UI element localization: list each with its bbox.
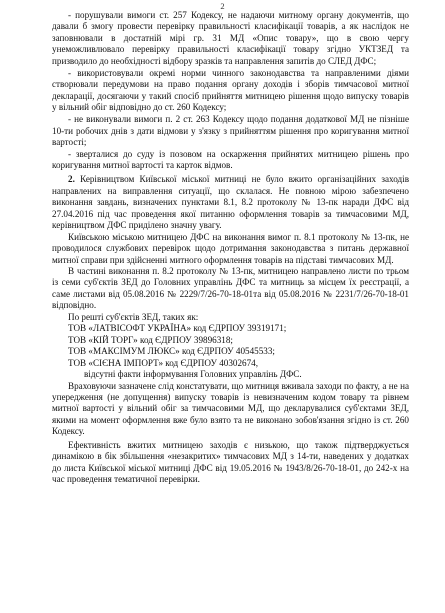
intro-list	[52, 10, 409, 172]
intro-list-item: - порушували вимоги ст. 257 Кодексу, не надаючи митному органу документів, що давали б змогу провести перевірку правильності класифікації товарів, а як наслідок не заповнювали в достатній мірі гр. 31 МД «Опис товару», що в свою чергу унеможливлювало перевірку правильності класифікації товару згідно УКТЗЕД та призводило до необхідності відбору зразків та направлення запитів до СЛЕД ДФС;	[52, 10, 409, 66]
companies-outro: відсутні факти інформування Головних управлінь ДФС.	[84, 369, 302, 380]
page-number: 2	[220, 1, 225, 11]
section-2-lead	[52, 174, 409, 231]
intro-list-item: - використовували окремі норми чинного законодавства та направленими діями створювали передумови на право подання органу доходів і зборів тимчасової митної декларації, досягаючи у такий спосіб прийняття митницею рішення щодо випуску товарів у вільний обіг відповідно до ст. 260 Кодексу;	[52, 67, 409, 113]
companies-intro: По решті суб'єктів ЗЕД, таких як:	[68, 311, 199, 322]
company-list	[68, 323, 409, 380]
company-item: ТОВ «КІЙ ТОРГ» код ЄДРПОУ 39896318;	[68, 334, 233, 345]
intro-list-item: - зверталися до суду із позовом на оскарження прийнятих митницею рішень про коригування митної вартості та карток відмов.	[52, 148, 409, 171]
section-2-paragraph: Ефективність вжитих митницею заходів є низькою, що також підтверджується динамікою в бік збільшення «незакритих» тимчасових МД з 14-ти, наведених у додатках до листа Київської міської митниці ДФС від 19.05.2016 № 1943/8/26-70-18-01, до 242-х на час проведення тематичної перевірки.	[52, 439, 409, 485]
section-number: 2.	[68, 174, 75, 185]
section-2-lead-text: Керівництвом Київської міської митниці не було вжито організаційних заходів направлених на виправлення ситуації, що склалася. Не повною мірою забезпечено виконання завдань, визначених пунктами 8.1, 8.2 протоколу № 13-пк наради ДФС від 27.04.2016 під час проведення якої питанню оформлення товарів за тимчасовими МД, керівництвом ДФС приділено значну увагу.	[52, 174, 409, 231]
section-2-paragraph: Київською міською митницею ДФС на виконання вимог п. 8.1 протоколу № 13-пк, не проводилося службових перевірок щодо дотримання законодавства з питань державної митної справи при здійсненні митного оформлення товарів на підставі тимчасових МД.	[52, 231, 409, 265]
section-2-paragraph: В частині виконання п. 8.2 протоколу № 13-пк, митницею направлено листи по трьом із семи суб'єктів ЗЕД до Головних управлінь ДФС та митниць за місцем їх реєстрації, а саме листами від 05.08.2016 № 2229/7/26-70-18-01та від 05.08.2016 № 2231/7/26-70-18-01 відповідно.	[52, 265, 409, 311]
company-item: ТОВ «СІЄНА ІМПОРТ» код ЄДРПОУ 40302674,	[68, 357, 258, 368]
section-2-paragraph: Враховуючи зазначене слід констатувати, що митниця вживала заходи по факту, а не на упередження (не допущення) випуску товарів із невизначеним кодом товару та рівнем митної вартості у вільний обіг за тимчасовими МД, що декларувалися суб'єктами ЗЕД, якими на момент оформлення вже було взято та не виконано зобов'язання згідно із ст. 260 Кодексу.	[52, 380, 409, 437]
intro-list-item: - не виконували вимоги п. 2 ст. 263 Кодексу щодо подання додаткової МД не пізніше 10-ти робочих днів з дати відмови у з'язку з прийняттям рішення про коригування митної вартості;	[52, 114, 409, 147]
company-item: ТОВ «МАКСІМУМ ЛЮКС» код ЄДРПОУ 40545533;	[68, 346, 275, 357]
company-item: ТОВ «ЛАТВІСОФТ УКРАЇНА» код ЄДРПОУ 39319171;	[68, 323, 287, 334]
